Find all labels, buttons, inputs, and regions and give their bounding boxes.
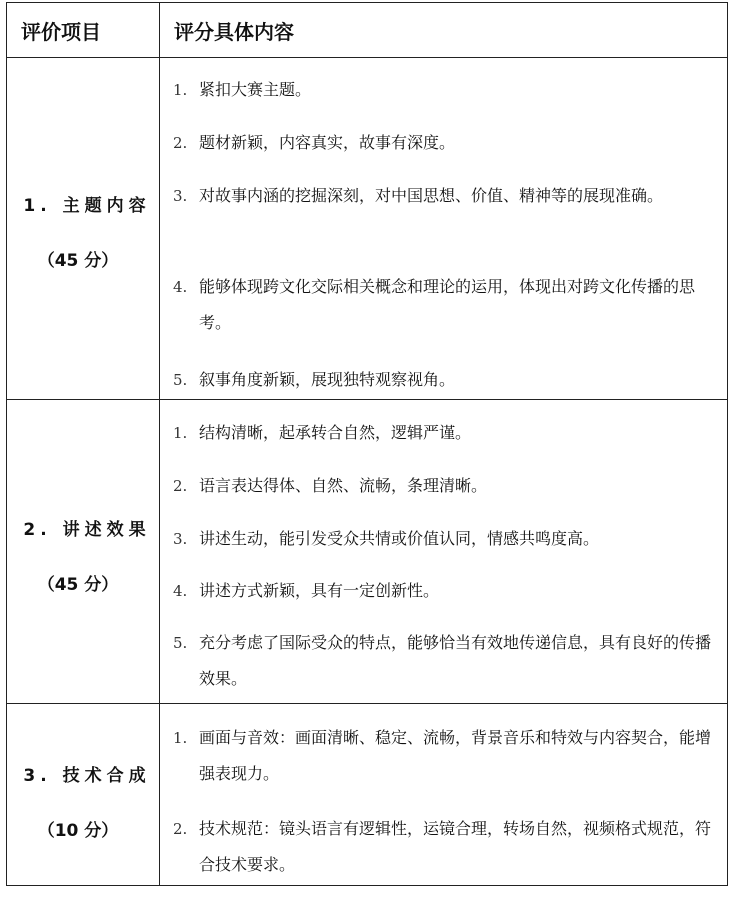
- criteria-item: [167, 72, 723, 108]
- item-number: 4.: [173, 582, 188, 600]
- category-score: （10 分）: [37, 821, 119, 841]
- category-cell: [7, 191, 159, 271]
- criteria-item: [167, 811, 723, 883]
- item-text: 结构清晰，起承转合自然，逻辑严谨。: [199, 423, 472, 442]
- category-title: 1. 主题内容: [23, 196, 151, 216]
- item-number: 4.: [173, 278, 188, 296]
- category-title: 2. 讲述效果: [23, 520, 151, 540]
- scoring-table: [6, 2, 728, 886]
- item-number: 2.: [173, 134, 188, 152]
- item-text: 讲述方式新颖，具有一定创新性。: [199, 581, 440, 600]
- item-number: 3.: [173, 187, 188, 205]
- header-evaluation-item: 评价项目: [21, 19, 101, 44]
- item-number: 1.: [173, 81, 188, 99]
- item-text: 对故事内涵的挖掘深刻，对中国思想、价值、精神等的展现准确。: [199, 186, 664, 205]
- category-cell: [7, 761, 159, 841]
- category-title: 3. 技术合成: [23, 766, 151, 786]
- criteria-item: [167, 125, 723, 161]
- item-text: 画面与音效：画面清晰、稳定、流畅，背景音乐和特效与内容契合，能增强表现力。: [199, 728, 712, 783]
- category-cell: [7, 515, 159, 595]
- row-divider: [7, 399, 727, 400]
- category-score: （45 分）: [37, 575, 119, 595]
- criteria-item: [167, 720, 723, 792]
- item-text: 讲述生动，能引发受众共情或价值认同，情感共鸣度高。: [199, 529, 600, 548]
- criteria-item: [167, 269, 723, 341]
- criteria-item: [167, 178, 723, 214]
- item-text: 语言表达得体、自然、流畅，条理清晰。: [199, 476, 488, 495]
- header-scoring-content: 评分具体内容: [174, 19, 294, 44]
- item-text: 叙事角度新颖，展现独特观察视角。: [199, 370, 456, 389]
- criteria-item: [167, 468, 723, 504]
- item-number: 3.: [173, 530, 188, 548]
- criteria-item: [167, 362, 723, 398]
- criteria-item: [167, 573, 723, 609]
- item-text: 能够体现跨文化交际相关概念和理论的运用，体现出对跨文化传播的思考。: [199, 277, 696, 332]
- item-text: 充分考虑了国际受众的特点，能够恰当有效地传递信息，具有良好的传播效果。: [199, 633, 712, 688]
- item-text: 紧扣大赛主题。: [199, 80, 312, 99]
- criteria-item: [167, 415, 723, 451]
- criteria-item: [167, 625, 723, 697]
- item-number: 1.: [173, 424, 188, 442]
- item-number: 5.: [173, 634, 188, 652]
- item-text: 技术规范：镜头语言有逻辑性，运镜合理，转场自然，视频格式规范，符合技术要求。: [199, 819, 712, 874]
- column-divider: [159, 3, 160, 885]
- category-score: （45 分）: [37, 251, 119, 271]
- item-number: 1.: [173, 729, 188, 747]
- item-number: 5.: [173, 371, 188, 389]
- criteria-item: [167, 521, 723, 557]
- item-number: 2.: [173, 477, 188, 495]
- item-number: 2.: [173, 820, 188, 838]
- row-divider: [7, 703, 727, 704]
- item-text: 题材新颖，内容真实，故事有深度。: [199, 133, 456, 152]
- header-divider: [7, 57, 727, 58]
